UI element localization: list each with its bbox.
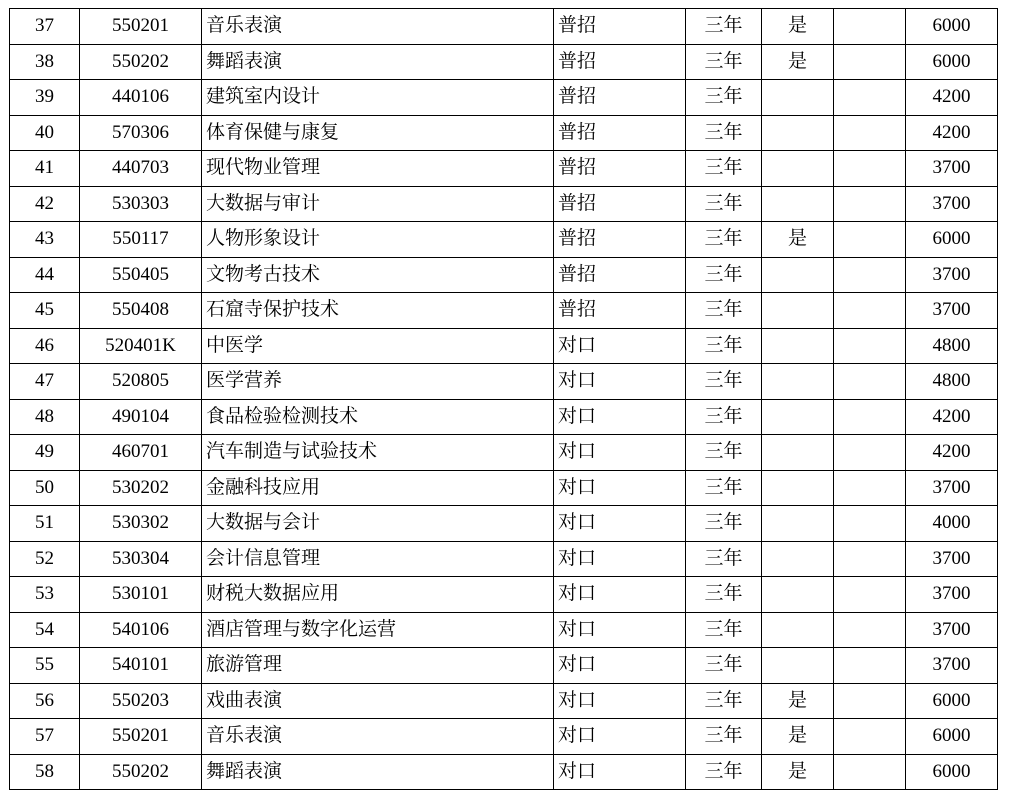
document-page xyxy=(0,8,1024,807)
cell-remark xyxy=(834,612,906,648)
cell-major-name: 旅游管理 xyxy=(202,648,554,684)
cell-tuition: 6000 xyxy=(906,683,998,719)
cell-major-name: 人物形象设计 xyxy=(202,222,554,258)
cell-major-name: 音乐表演 xyxy=(202,719,554,755)
table-row xyxy=(10,506,998,542)
cell-admission-type: 对口 xyxy=(554,435,686,471)
cell-code: 550408 xyxy=(80,293,202,329)
cell-tuition: 4800 xyxy=(906,364,998,400)
cell-art-flag xyxy=(762,328,834,364)
cell-admission-type: 普招 xyxy=(554,257,686,293)
cell-admission-type: 对口 xyxy=(554,683,686,719)
cell-admission-type: 普招 xyxy=(554,151,686,187)
cell-duration: 三年 xyxy=(686,80,762,116)
cell-major-name: 大数据与会计 xyxy=(202,506,554,542)
cell-code: 540101 xyxy=(80,648,202,684)
table-row xyxy=(10,293,998,329)
cell-major-name: 舞蹈表演 xyxy=(202,44,554,80)
table-row xyxy=(10,364,998,400)
cell-index: 43 xyxy=(10,222,80,258)
cell-remark xyxy=(834,506,906,542)
cell-remark xyxy=(834,115,906,151)
cell-remark xyxy=(834,151,906,187)
cell-tuition: 3700 xyxy=(906,470,998,506)
table-row xyxy=(10,754,998,790)
cell-remark xyxy=(834,328,906,364)
cell-duration: 三年 xyxy=(686,364,762,400)
cell-major-name: 酒店管理与数字化运营 xyxy=(202,612,554,648)
cell-index: 51 xyxy=(10,506,80,542)
cell-duration: 三年 xyxy=(686,151,762,187)
cell-art-flag: 是 xyxy=(762,222,834,258)
cell-art-flag xyxy=(762,364,834,400)
cell-art-flag: 是 xyxy=(762,719,834,755)
cell-remark xyxy=(834,364,906,400)
cell-code: 530202 xyxy=(80,470,202,506)
cell-admission-type: 普招 xyxy=(554,186,686,222)
cell-tuition: 4200 xyxy=(906,115,998,151)
cell-tuition: 6000 xyxy=(906,754,998,790)
cell-tuition: 3700 xyxy=(906,257,998,293)
table-row xyxy=(10,399,998,435)
cell-duration: 三年 xyxy=(686,541,762,577)
cell-index: 52 xyxy=(10,541,80,577)
cell-index: 54 xyxy=(10,612,80,648)
cell-tuition: 3700 xyxy=(906,577,998,613)
table-row xyxy=(10,115,998,151)
cell-remark xyxy=(834,435,906,471)
cell-admission-type: 对口 xyxy=(554,577,686,613)
cell-index: 37 xyxy=(10,9,80,45)
cell-duration: 三年 xyxy=(686,328,762,364)
table-row xyxy=(10,435,998,471)
cell-major-name: 会计信息管理 xyxy=(202,541,554,577)
cell-tuition: 3700 xyxy=(906,293,998,329)
cell-remark xyxy=(834,293,906,329)
cell-duration: 三年 xyxy=(686,612,762,648)
cell-code: 490104 xyxy=(80,399,202,435)
table-row xyxy=(10,257,998,293)
cell-tuition: 3700 xyxy=(906,612,998,648)
table-row xyxy=(10,612,998,648)
cell-code: 440106 xyxy=(80,80,202,116)
table-row xyxy=(10,577,998,613)
cell-code: 440703 xyxy=(80,151,202,187)
cell-art-flag xyxy=(762,257,834,293)
cell-major-name: 体育保健与康复 xyxy=(202,115,554,151)
cell-code: 540106 xyxy=(80,612,202,648)
cell-art-flag xyxy=(762,541,834,577)
cell-index: 58 xyxy=(10,754,80,790)
cell-code: 550202 xyxy=(80,754,202,790)
cell-duration: 三年 xyxy=(686,577,762,613)
table-row xyxy=(10,648,998,684)
cell-remark xyxy=(834,186,906,222)
cell-duration: 三年 xyxy=(686,754,762,790)
cell-duration: 三年 xyxy=(686,293,762,329)
cell-tuition: 6000 xyxy=(906,222,998,258)
cell-admission-type: 对口 xyxy=(554,328,686,364)
cell-admission-type: 对口 xyxy=(554,719,686,755)
cell-art-flag: 是 xyxy=(762,754,834,790)
cell-major-name: 舞蹈表演 xyxy=(202,754,554,790)
cell-major-name: 戏曲表演 xyxy=(202,683,554,719)
cell-major-name: 财税大数据应用 xyxy=(202,577,554,613)
cell-major-name: 音乐表演 xyxy=(202,9,554,45)
table-row xyxy=(10,683,998,719)
cell-duration: 三年 xyxy=(686,435,762,471)
cell-duration: 三年 xyxy=(686,44,762,80)
cell-remark xyxy=(834,257,906,293)
cell-duration: 三年 xyxy=(686,470,762,506)
cell-remark xyxy=(834,541,906,577)
cell-art-flag: 是 xyxy=(762,683,834,719)
cell-code: 550201 xyxy=(80,719,202,755)
cell-duration: 三年 xyxy=(686,506,762,542)
cell-admission-type: 对口 xyxy=(554,754,686,790)
cell-admission-type: 对口 xyxy=(554,364,686,400)
table-row xyxy=(10,222,998,258)
cell-admission-type: 普招 xyxy=(554,222,686,258)
cell-art-flag: 是 xyxy=(762,44,834,80)
cell-art-flag xyxy=(762,435,834,471)
cell-art-flag xyxy=(762,80,834,116)
cell-tuition: 3700 xyxy=(906,151,998,187)
cell-admission-type: 对口 xyxy=(554,470,686,506)
cell-admission-type: 对口 xyxy=(554,612,686,648)
cell-remark xyxy=(834,470,906,506)
table-row xyxy=(10,541,998,577)
cell-index: 40 xyxy=(10,115,80,151)
cell-code: 520805 xyxy=(80,364,202,400)
cell-art-flag xyxy=(762,399,834,435)
cell-remark xyxy=(834,9,906,45)
cell-admission-type: 对口 xyxy=(554,506,686,542)
cell-art-flag xyxy=(762,577,834,613)
table-row xyxy=(10,328,998,364)
cell-art-flag xyxy=(762,470,834,506)
cell-remark xyxy=(834,683,906,719)
majors-table xyxy=(9,8,998,790)
cell-index: 56 xyxy=(10,683,80,719)
cell-art-flag xyxy=(762,293,834,329)
cell-major-name: 金融科技应用 xyxy=(202,470,554,506)
cell-tuition: 4200 xyxy=(906,399,998,435)
cell-major-name: 食品检验检测技术 xyxy=(202,399,554,435)
cell-duration: 三年 xyxy=(686,186,762,222)
cell-major-name: 现代物业管理 xyxy=(202,151,554,187)
cell-art-flag xyxy=(762,506,834,542)
cell-index: 45 xyxy=(10,293,80,329)
cell-tuition: 6000 xyxy=(906,44,998,80)
cell-remark xyxy=(834,399,906,435)
cell-duration: 三年 xyxy=(686,257,762,293)
table-row xyxy=(10,80,998,116)
cell-code: 550201 xyxy=(80,9,202,45)
cell-art-flag xyxy=(762,115,834,151)
cell-admission-type: 普招 xyxy=(554,115,686,151)
cell-art-flag xyxy=(762,151,834,187)
cell-index: 48 xyxy=(10,399,80,435)
table-row xyxy=(10,9,998,45)
cell-duration: 三年 xyxy=(686,222,762,258)
cell-major-name: 石窟寺保护技术 xyxy=(202,293,554,329)
cell-art-flag: 是 xyxy=(762,9,834,45)
cell-code: 550405 xyxy=(80,257,202,293)
table-row xyxy=(10,719,998,755)
cell-index: 49 xyxy=(10,435,80,471)
table-row xyxy=(10,186,998,222)
cell-code: 570306 xyxy=(80,115,202,151)
cell-tuition: 4200 xyxy=(906,80,998,116)
cell-duration: 三年 xyxy=(686,399,762,435)
cell-major-name: 建筑室内设计 xyxy=(202,80,554,116)
cell-index: 57 xyxy=(10,719,80,755)
cell-index: 55 xyxy=(10,648,80,684)
cell-admission-type: 对口 xyxy=(554,399,686,435)
cell-index: 47 xyxy=(10,364,80,400)
cell-admission-type: 对口 xyxy=(554,648,686,684)
cell-remark xyxy=(834,754,906,790)
cell-art-flag xyxy=(762,648,834,684)
cell-admission-type: 普招 xyxy=(554,9,686,45)
cell-art-flag xyxy=(762,186,834,222)
cell-code: 520401K xyxy=(80,328,202,364)
cell-tuition: 4200 xyxy=(906,435,998,471)
cell-major-name: 医学营养 xyxy=(202,364,554,400)
cell-code: 460701 xyxy=(80,435,202,471)
cell-index: 39 xyxy=(10,80,80,116)
cell-major-name: 文物考古技术 xyxy=(202,257,554,293)
cell-remark xyxy=(834,719,906,755)
cell-remark xyxy=(834,222,906,258)
cell-major-name: 中医学 xyxy=(202,328,554,364)
cell-duration: 三年 xyxy=(686,115,762,151)
cell-code: 530101 xyxy=(80,577,202,613)
cell-code: 530302 xyxy=(80,506,202,542)
cell-index: 50 xyxy=(10,470,80,506)
cell-index: 46 xyxy=(10,328,80,364)
cell-remark xyxy=(834,648,906,684)
majors-table-body xyxy=(10,9,998,790)
table-row xyxy=(10,151,998,187)
cell-code: 550203 xyxy=(80,683,202,719)
cell-index: 42 xyxy=(10,186,80,222)
cell-major-name: 大数据与审计 xyxy=(202,186,554,222)
cell-remark xyxy=(834,44,906,80)
cell-index: 38 xyxy=(10,44,80,80)
cell-code: 550117 xyxy=(80,222,202,258)
cell-major-name: 汽车制造与试验技术 xyxy=(202,435,554,471)
cell-tuition: 3700 xyxy=(906,541,998,577)
cell-art-flag xyxy=(762,612,834,648)
cell-index: 53 xyxy=(10,577,80,613)
cell-tuition: 4000 xyxy=(906,506,998,542)
cell-remark xyxy=(834,577,906,613)
cell-admission-type: 普招 xyxy=(554,293,686,329)
table-row xyxy=(10,470,998,506)
cell-admission-type: 普招 xyxy=(554,44,686,80)
cell-index: 41 xyxy=(10,151,80,187)
cell-index: 44 xyxy=(10,257,80,293)
cell-duration: 三年 xyxy=(686,648,762,684)
cell-admission-type: 普招 xyxy=(554,80,686,116)
cell-admission-type: 对口 xyxy=(554,541,686,577)
cell-tuition: 6000 xyxy=(906,9,998,45)
cell-duration: 三年 xyxy=(686,719,762,755)
cell-code: 550202 xyxy=(80,44,202,80)
table-row xyxy=(10,44,998,80)
cell-code: 530303 xyxy=(80,186,202,222)
cell-tuition: 4800 xyxy=(906,328,998,364)
cell-duration: 三年 xyxy=(686,9,762,45)
cell-tuition: 3700 xyxy=(906,648,998,684)
cell-code: 530304 xyxy=(80,541,202,577)
cell-duration: 三年 xyxy=(686,683,762,719)
cell-remark xyxy=(834,80,906,116)
cell-tuition: 3700 xyxy=(906,186,998,222)
cell-tuition: 6000 xyxy=(906,719,998,755)
